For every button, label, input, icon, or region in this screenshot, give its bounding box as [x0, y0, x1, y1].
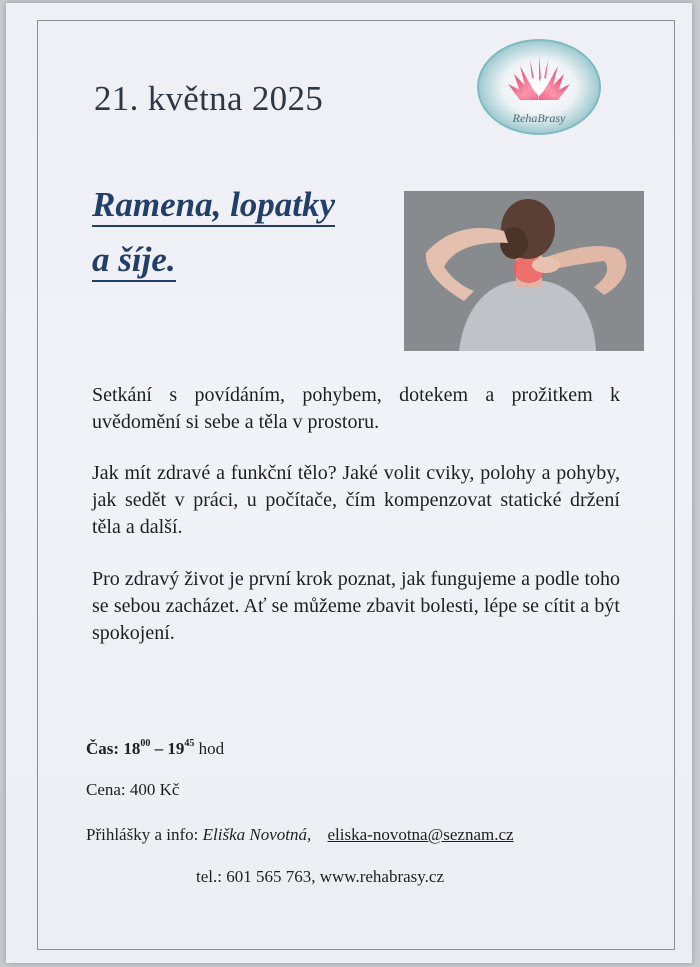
event-time: [86, 738, 224, 759]
time-unit: hod: [198, 739, 225, 758]
title-line-2: a šíje.: [92, 240, 176, 282]
contact-phone: tel.: 601 565 763,: [196, 867, 316, 886]
registration-label: Přihlášky a info:: [86, 825, 199, 844]
paragraph-1: Setkání s povídáním, pohybem, dotekem a prožitkem k uvědomění si sebe a těla v prostoru.: [92, 384, 620, 433]
time-end-hour: 19: [167, 739, 185, 758]
event-date: 21. května 2025: [94, 79, 324, 118]
registration-info: [86, 825, 514, 845]
neck-pain-photo: [404, 191, 644, 351]
event-title: [92, 178, 335, 295]
time-label: Čas:: [86, 739, 120, 758]
paragraph-2: Jak mít zdravé a funkční tělo? Jaké volit cviky, polohy a pohyby, jak sedět v práci, u počítače, čím kompenzovat statické držení těla a další.: [92, 462, 620, 538]
flyer-sheet: [6, 3, 692, 963]
contact-name: Eliška Novotná,: [202, 825, 312, 844]
paragraph-3: Pro zdravý život je první krok poznat, jak fungujeme a podle toho se sebou zacházet. Ať se můžeme zbavit bolesti, lépe se cítit a být spokojení.: [92, 568, 620, 644]
contact-email[interactable]: eliska-novotna@seznam.cz: [327, 825, 514, 844]
time-start-hour: 18: [123, 739, 141, 758]
time-start-minute: 00: [140, 738, 151, 749]
time-end-minute: 45: [184, 738, 195, 749]
contact-website[interactable]: www.rehabrasy.cz: [319, 867, 445, 886]
title-line-1: Ramena, lopatky: [92, 185, 335, 227]
rehabrasy-logo: [476, 38, 602, 136]
logo-text: RehaBrasy: [512, 111, 566, 125]
contact-phone-web: [196, 867, 444, 887]
event-price: Cena: 400 Kč: [86, 780, 180, 799]
time-dash: –: [154, 739, 164, 758]
